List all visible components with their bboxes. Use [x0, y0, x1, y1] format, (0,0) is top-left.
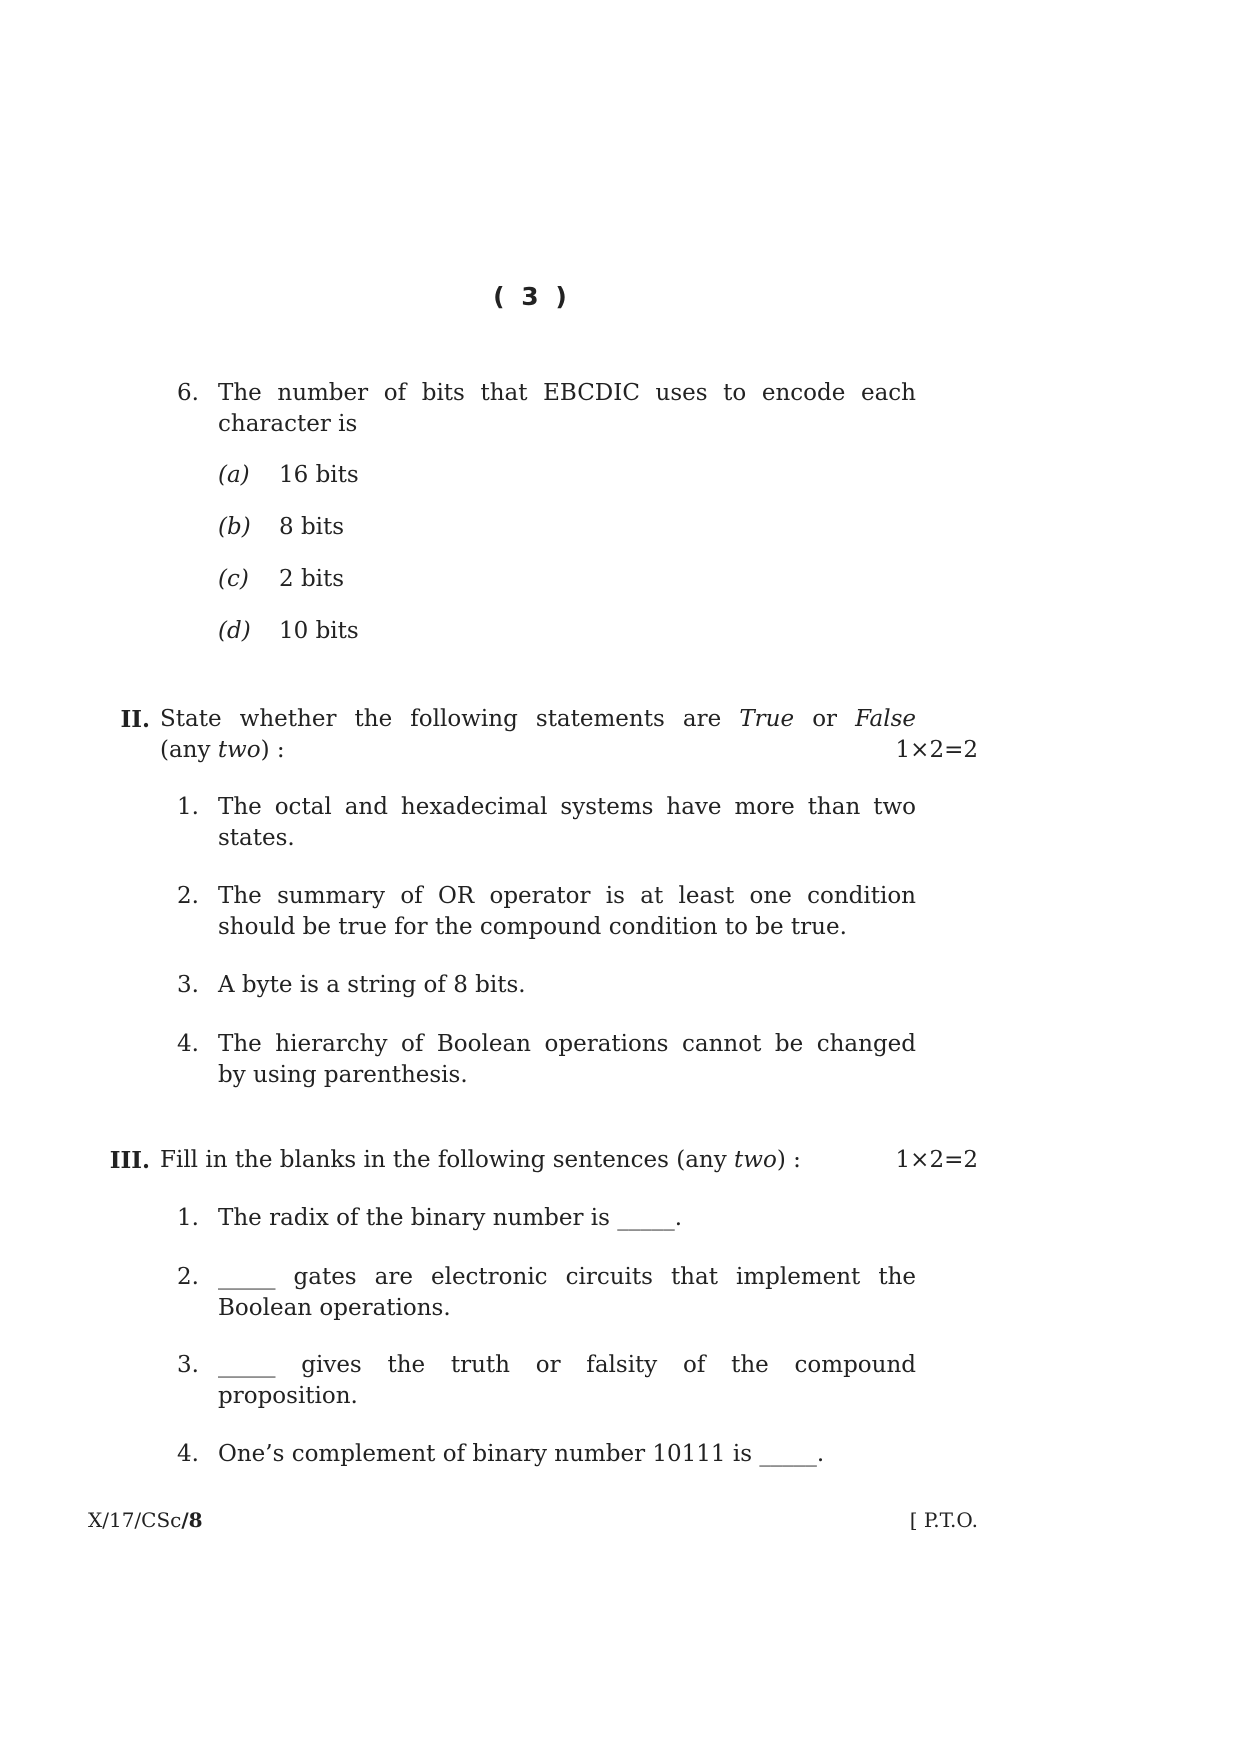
item-text-line-2: states.: [218, 825, 295, 851]
instruction-text: ) :: [260, 737, 285, 763]
item-text-line-2: by using parenthesis.: [218, 1062, 468, 1088]
instruction-text: (any: [160, 737, 211, 763]
item-text-line-1: A byte is a string of 8 bits.: [218, 972, 526, 998]
item-text-line-1: _____ gives the truth or falsity of the compound: [218, 1352, 916, 1378]
item-text-line-1: _____ gates are electronic circuits that implement the: [218, 1264, 916, 1290]
instruction-two: two: [734, 1147, 777, 1173]
item-number: 2.: [177, 1264, 199, 1290]
instruction-false: False: [855, 706, 917, 732]
section-number: III.: [109, 1147, 150, 1174]
item-text-line-2: proposition.: [218, 1383, 358, 1409]
instruction-two: two: [217, 737, 261, 763]
option-label: (b): [218, 514, 251, 540]
section-instruction-line-1: [160, 704, 916, 735]
item-number: 3.: [177, 972, 199, 998]
option-label: (a): [218, 462, 250, 488]
item-number: 3.: [177, 1352, 199, 1378]
section-marks: 1×2=2: [895, 1147, 978, 1173]
question-text-line-1: The number of bits that EBCDIC uses to encode each: [218, 380, 916, 406]
item-text-line-1: The summary of OR operator is at least one condition: [218, 883, 916, 909]
option-text: 16 bits: [279, 462, 359, 488]
page-number: ( 3 ): [493, 282, 571, 311]
paper-code-suffix: /8: [181, 1508, 203, 1532]
item-text-line-1: The octal and hexadecimal systems have more than two: [218, 794, 916, 820]
item-number: 2.: [177, 883, 199, 909]
item-number: 4.: [177, 1031, 199, 1057]
section-marks: 1×2=2: [895, 737, 978, 763]
option-label: (c): [218, 566, 249, 592]
paper-code: [88, 1508, 203, 1532]
item-number: 1.: [177, 794, 199, 820]
paper-code-prefix: X/17/CSc: [88, 1508, 182, 1532]
option-label: (d): [218, 618, 251, 644]
instruction-text: ) :: [776, 1147, 801, 1173]
section-instruction-line-2: [160, 735, 285, 766]
section-instruction-line-1: [160, 1145, 801, 1176]
question-text-line-2: character is: [218, 411, 358, 437]
item-text-line-1: One’s complement of binary number 10111 is _____.: [218, 1441, 825, 1467]
item-text-line-2: should be true for the compound condition to be true.: [218, 914, 847, 940]
item-text-line-2: Boolean operations.: [218, 1295, 451, 1321]
question-number: 6.: [177, 380, 199, 406]
instruction-true: True: [739, 706, 795, 732]
instruction-or: or: [812, 706, 838, 732]
option-text: 10 bits: [279, 618, 359, 644]
pto-label: [ P.T.O.: [909, 1508, 978, 1532]
instruction-text: State whether the following statements are: [160, 706, 722, 732]
item-number: 1.: [177, 1205, 199, 1231]
instruction-text: Fill in the blanks in the following sentences (any: [160, 1147, 727, 1173]
item-text-line-1: The radix of the binary number is _____.: [218, 1205, 683, 1231]
option-text: 2 bits: [279, 566, 345, 592]
item-number: 4.: [177, 1441, 199, 1467]
item-text-line-1: The hierarchy of Boolean operations cannot be changed: [218, 1031, 916, 1057]
option-text: 8 bits: [279, 514, 345, 540]
section-number: II.: [120, 706, 150, 733]
